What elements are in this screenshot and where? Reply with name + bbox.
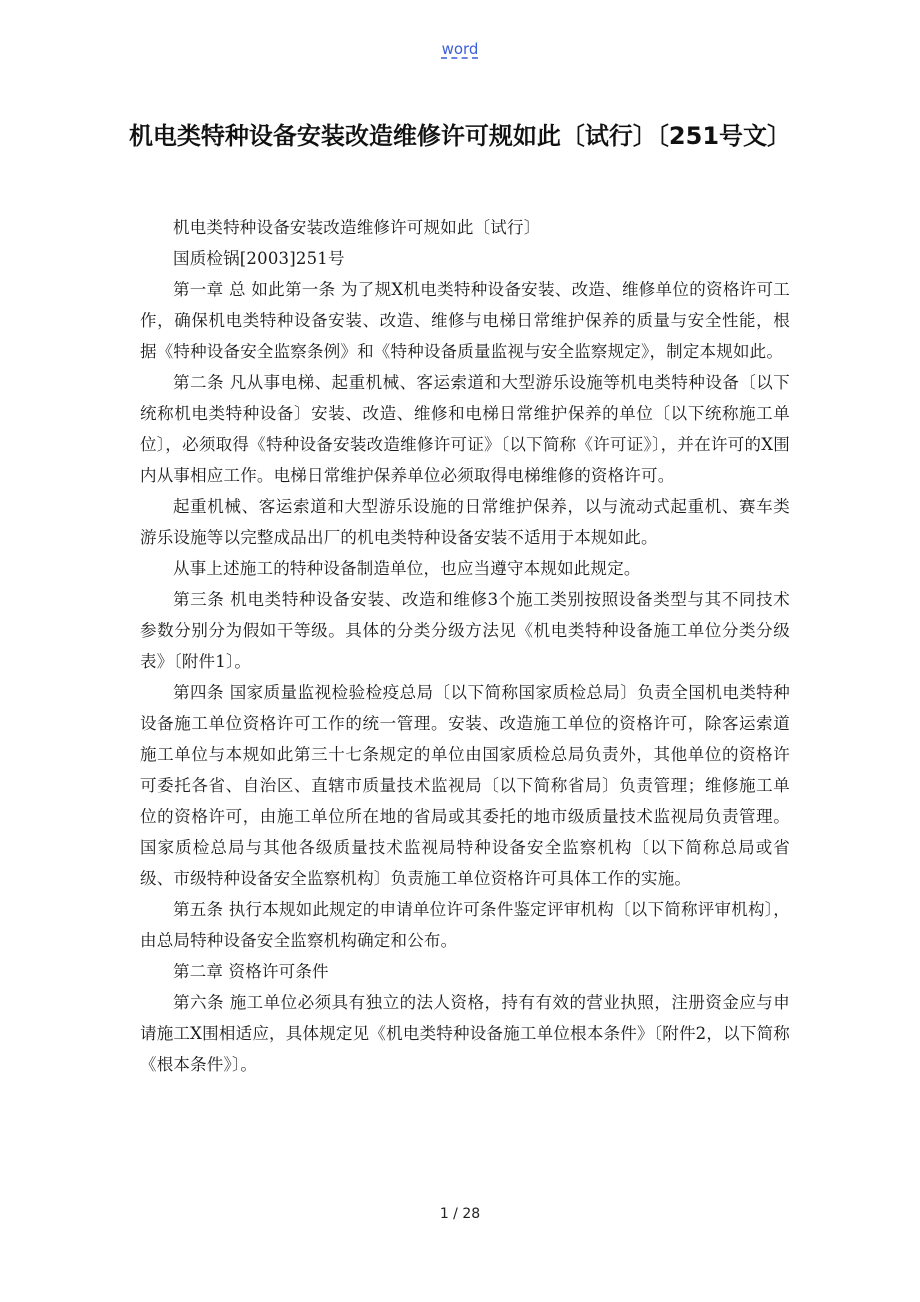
paragraph: 第五条 执行本规如此规定的申请单位许可条件鉴定评审机构〔以下简称评审机构〕，由总局特种设备安全监察机构确定和公布。 [140,900,790,950]
page-number: 1 / 28 [439,1206,481,1222]
paragraph: 第三条 机电类特种设备安装、改造和维修3个施工类别按照设备类型与其不同技术参数分别分为假如干等级。具体的分类分级方法见《机电类特种设备施工单位分类分级表》〔附件1〕。 [140,590,790,671]
paragraph: 第六条 施工单位必须具有独立的法人资格，持有有效的营业执照，注册资金应与申请施工X围相适应，具体规定见《机电类特种设备施工单位根本条件》〔附件2，以下简称《根本条件》〕。 [140,993,790,1074]
document-title: 机电类特种设备安装改造维修许可规如此〔试行〕〔251号文〕 [128,122,792,150]
paragraph: 第一章 总 如此第一条 为了规X机电类特种设备安装、改造、维修单位的资格许可工作，确保机电类特种设备安装、改造、维修与电梯日常维护保养的质量与安全性能，根据《特种设备安全监察条例》和《特种设备质量监视与安全监察规定》，制定本规如此。 [140,280,790,361]
paragraph: 第二条 凡从事电梯、起重机械、客运索道和大型游乐设施等机电类特种设备〔以下统称机电类特种设备〕安装、改造、维修和电梯日常维护保养的单位〔以下统称施工单位〕，必须取得《特种设备安装改造维修许可证》〔以下简称《许可证》〕，并在许可的X围内从事相应工作。电梯日常维护保养单位必须取得电梯维修的资格许可。 [140,373,790,485]
paragraph: 起重机械、客运索道和大型游乐设施的日常维护保养，以与流动式起重机、赛车类游乐设施等以完整成品出厂的机电类特种设备安装不适用于本规如此。 [140,497,790,547]
paragraph: 第四条 国家质量监视检验检疫总局〔以下简称国家质检总局〕负责全国机电类特种设备施工单位资格许可工作的统一管理。安装、改造施工单位的资格许可，除客运索道施工单位与本规如此第三十七条规定的单位由国家质检总局负责外，其他单位的资格许可委托各省、自治区、直辖市质量技术监视局〔以下简称省局〕负责管理；维修施工单位的资格许可，由施工单位所在地的省局或其委托的地市级质量技术监视局负责管理。国家质检总局与其他各级质量技术监视局特种设备安全监察机构〔以下简称总局或省级、市级特种设备安全监察机构〕负责施工单位资格许可具体工作的实施。 [140,683,790,888]
header-word-link[interactable]: word [441,40,479,58]
paragraph: 从事上述施工的特种设备制造单位，也应当遵守本规如此规定。 [173,559,641,578]
paragraph: 国质检锅[2003]251号 [173,249,345,268]
document-body [140,212,790,1080]
paragraph: 第二章 资格许可条件 [173,962,329,981]
paragraph: 机电类特种设备安装改造维修许可规如此〔试行〕 [173,218,541,237]
